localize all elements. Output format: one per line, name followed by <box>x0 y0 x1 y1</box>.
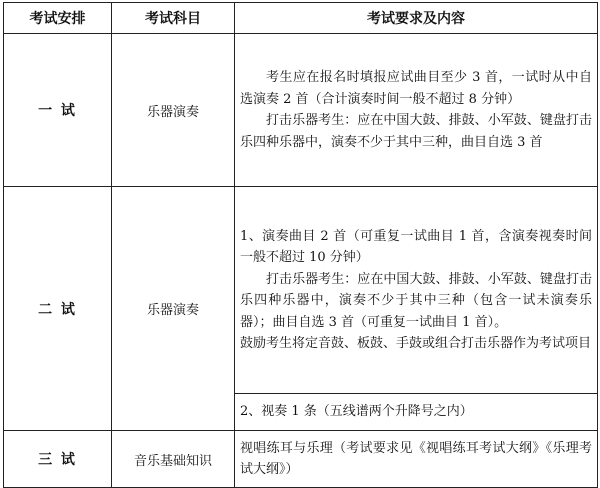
header-subject: 考试科目 <box>112 3 235 34</box>
header-arrangement: 考试安排 <box>4 3 112 34</box>
content-paragraph: 打击乐器考生：应在中国大鼓、排鼓、小军鼓、键盘打击乐四种乐器中，演奏不少于其中三种（包含一试未演奏乐器）；曲目自选 3 首（可重复一试曲目 1 首）。 <box>240 271 592 330</box>
row-subject: 乐器演奏 <box>112 34 235 187</box>
content-paragraph: 1、演奏曲目 2 首（可重复一试曲目 1 首，含演奏视奏时间一般不超过 10 分钟） <box>240 228 592 265</box>
row-subject: 乐器演奏 <box>112 187 235 431</box>
row-arrangement: 一 试 <box>4 34 112 187</box>
table-row <box>4 187 598 394</box>
table-row <box>4 34 598 187</box>
row-arrangement: 三 试 <box>4 431 112 488</box>
row-arrangement: 二 试 <box>4 187 112 431</box>
exam-table <box>3 2 598 488</box>
content-paragraph: 考生应在报名时填报应试曲目至少 3 首，一试时从中自选演奏 2 首（合计演奏时间一般不超过 8 分钟） <box>240 70 592 107</box>
content-paragraph: 2、视奏 1 条（五线谱两个升降号之内） <box>240 404 473 420</box>
content-paragraph: 鼓励考生将定音鼓、板鼓、手鼓或组合打击乐器作为考试项目 <box>240 336 592 351</box>
row-content <box>235 34 598 187</box>
content-paragraph: 打击乐器考生：应在中国大鼓、排鼓、小军鼓、键盘打击乐四种乐器中，演奏不少于其中三种，曲目自选 3 首 <box>240 113 592 150</box>
header-content: 考试要求及内容 <box>235 3 598 34</box>
table-row <box>4 431 598 488</box>
content-paragraph: 视唱练耳与乐理（考试要求见《视唱练耳考试大纲》《乐理考试大纲》） <box>240 440 592 477</box>
table-header-row <box>4 3 598 34</box>
row-subject: 音乐基础知识 <box>112 431 235 488</box>
row-content <box>235 187 598 394</box>
row-content <box>235 394 598 431</box>
row-content <box>235 431 598 488</box>
